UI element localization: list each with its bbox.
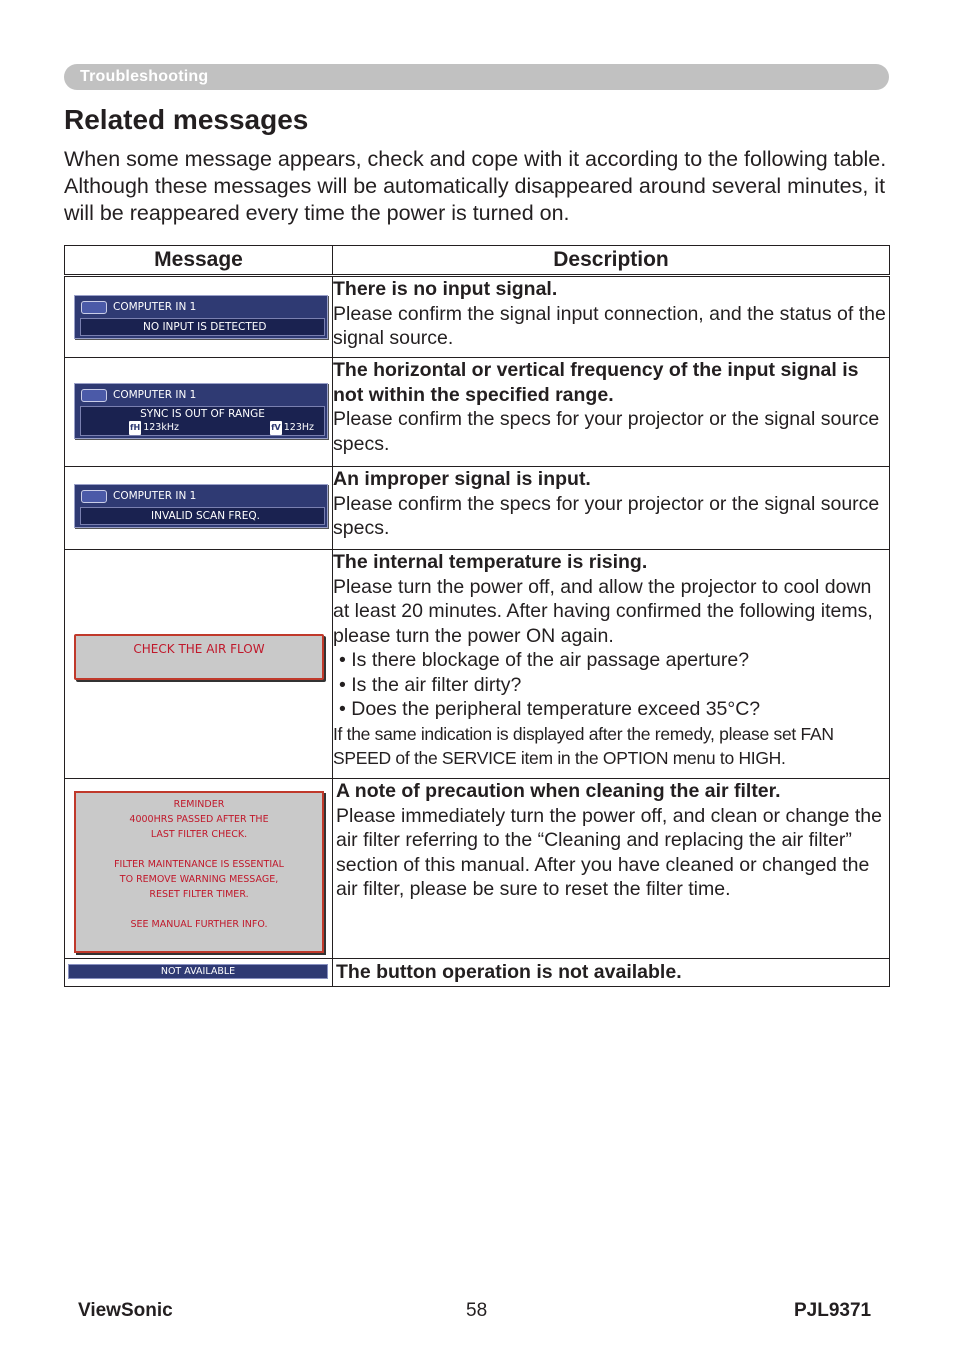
computer-input-icon bbox=[81, 490, 107, 503]
intro-paragraph: When some message appears, check and cope with it according to the following table. Although these messages will be automatically disappeared around several minutes, it will be reappeared every time the power is turned on. bbox=[64, 147, 887, 225]
table-row bbox=[65, 959, 890, 987]
reminder-line: FILTER MAINTENANCE IS ESSENTIAL bbox=[114, 859, 284, 870]
list-item: • Is there blockage of the air passage aperture? bbox=[339, 649, 750, 671]
osd-header: COMPUTER IN 1 bbox=[113, 490, 197, 502]
reminder-line: REMINDER bbox=[173, 799, 225, 810]
page-number: 58 bbox=[466, 1300, 488, 1321]
osd-body: INVALID SCAN FREQ. bbox=[80, 507, 325, 525]
reminder-line: 4000HRS PASSED AFTER THE bbox=[129, 814, 269, 825]
message-cell bbox=[65, 550, 333, 779]
list-item: • Is the air filter dirty? bbox=[339, 673, 522, 696]
osd-body: NO INPUT IS DETECTED bbox=[80, 318, 325, 336]
checklist bbox=[333, 648, 889, 722]
reminder-line bbox=[76, 842, 322, 857]
list-item: • Does the peripheral temperature exceed 35°C? bbox=[339, 698, 761, 720]
reminder-line bbox=[76, 902, 322, 917]
message-cell bbox=[65, 276, 333, 358]
header-message: Message bbox=[65, 246, 333, 276]
message-cell bbox=[65, 467, 333, 550]
table-row bbox=[65, 358, 890, 467]
table-row bbox=[65, 779, 890, 959]
footer-brand: ViewSonic bbox=[78, 1300, 173, 1321]
table-row bbox=[65, 276, 890, 358]
section-label: Troubleshooting bbox=[80, 68, 209, 85]
description-cell bbox=[333, 467, 890, 550]
description-cell bbox=[333, 550, 890, 779]
table-row bbox=[65, 550, 890, 779]
osd-header: COMPUTER IN 1 bbox=[113, 301, 197, 313]
description-text: Please immediately turn the power off, and clean or change the air filter referring to the “Cleaning and replacing the air filter” section of this manual. After you have cleaned or changed the air filter, please be sure to reset the filter time. bbox=[336, 804, 882, 900]
fv-icon: fV bbox=[270, 421, 282, 435]
reminder-line: LAST FILTER CHECK. bbox=[150, 829, 248, 840]
description-heading: The internal temperature is rising. bbox=[333, 551, 648, 573]
description-heading: The button operation is not available. bbox=[336, 961, 682, 983]
reminder-line: RESET FILTER TIMER. bbox=[149, 889, 249, 900]
osd-no-input bbox=[74, 295, 328, 339]
description-text: Please turn the power off, and allow the projector to cool down at least 20 minutes. After having confirmed the following items, please turn the power ON again. bbox=[333, 575, 873, 647]
description-cell bbox=[333, 779, 890, 959]
osd-invalid-scan bbox=[74, 484, 328, 528]
message-cell bbox=[65, 779, 333, 959]
remedy-note: If the same indication is displayed after the remedy, please set FAN SPEED of the SERVICE item in the OPTION menu to HIGH. bbox=[333, 723, 834, 768]
osd-filter-reminder bbox=[74, 791, 324, 953]
description-cell bbox=[333, 358, 890, 467]
fv-value: 123Hz bbox=[283, 422, 314, 433]
computer-input-icon bbox=[81, 301, 107, 314]
messages-table bbox=[64, 245, 890, 987]
description-text: Please confirm the signal input connection, and the status of the signal source. bbox=[333, 302, 886, 349]
section-bar bbox=[64, 64, 889, 90]
table-header-row bbox=[65, 246, 890, 276]
osd-body bbox=[80, 406, 325, 436]
description-heading: An improper signal is input. bbox=[333, 468, 591, 490]
osd-header: COMPUTER IN 1 bbox=[113, 389, 197, 401]
reminder-line: SEE MANUAL FURTHER INFO. bbox=[130, 919, 268, 930]
osd-sync-out-of-range bbox=[74, 383, 328, 439]
footer-model: PJL9371 bbox=[794, 1300, 872, 1321]
osd-body-text: SYNC IS OUT OF RANGE bbox=[140, 408, 265, 420]
description-cell bbox=[333, 959, 890, 987]
description-heading: The horizontal or vertical frequency of the input signal is not within the specified range. bbox=[333, 359, 859, 406]
osd-frequency-readout bbox=[81, 421, 324, 435]
description-text: Please confirm the specs for your projector or the signal source specs. bbox=[333, 492, 880, 539]
computer-input-icon bbox=[81, 389, 107, 402]
table-row bbox=[65, 467, 890, 550]
message-cell bbox=[65, 358, 333, 467]
description-text: Please confirm the specs for your projector or the signal source specs. bbox=[333, 408, 880, 455]
message-cell bbox=[65, 959, 333, 987]
description-heading: A note of precaution when cleaning the air filter. bbox=[336, 780, 781, 802]
reminder-line: TO REMOVE WARNING MESSAGE, bbox=[119, 874, 279, 885]
description-cell bbox=[333, 276, 890, 358]
fh-icon: fH bbox=[129, 421, 141, 435]
fh-value: 123kHz bbox=[143, 422, 179, 433]
header-description: Description bbox=[333, 246, 890, 276]
description-heading: There is no input signal. bbox=[333, 278, 558, 300]
osd-check-air-flow: CHECK THE AIR FLOW bbox=[74, 634, 324, 680]
page-title: Related messages bbox=[64, 104, 309, 135]
osd-not-available: NOT AVAILABLE bbox=[68, 964, 328, 979]
